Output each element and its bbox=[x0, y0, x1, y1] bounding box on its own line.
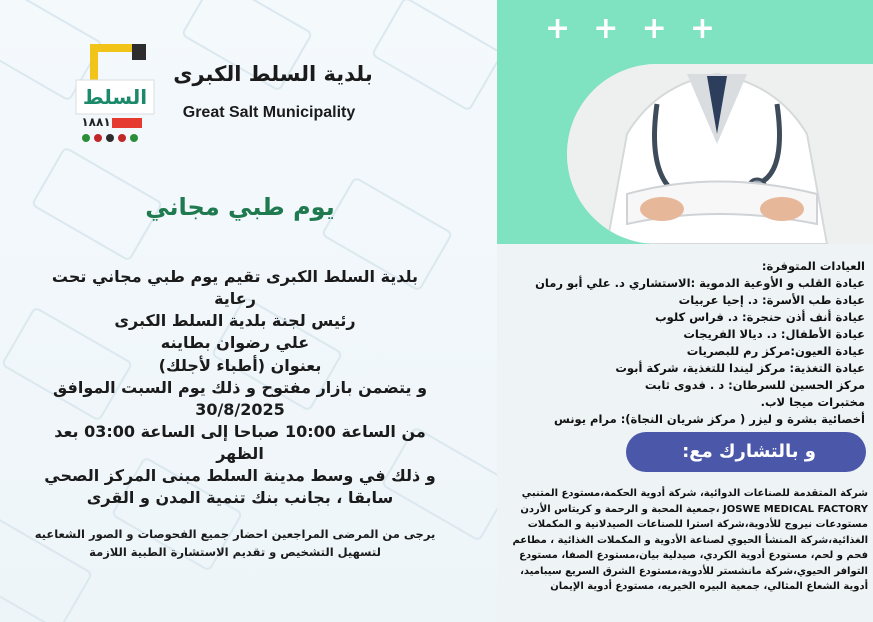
clinic-item: أخصائية بشرة و ليزر ( مركز شريان النجاة): مرام يونس bbox=[553, 412, 865, 426]
plus-icon: + bbox=[593, 11, 619, 46]
clinic-item: عيادة طب الأسرة: د. إحيا عربيات bbox=[678, 293, 865, 307]
svg-text:١٨٨١: ١٨٨١ bbox=[81, 115, 111, 129]
event-details bbox=[40, 355, 440, 509]
partners-line: مستودعات نيروج للأدوية،شركة استرا للصناعات الصيدلانية و المكملات bbox=[527, 519, 868, 530]
details-line: 30/8/2025 bbox=[195, 400, 285, 419]
doctor-photo bbox=[567, 64, 873, 244]
partners-list bbox=[505, 486, 868, 595]
clinic-item: عيادة العيون:مركز رم للبصريات bbox=[686, 344, 865, 358]
clinics-list bbox=[505, 258, 865, 428]
intro-line: بلدية السلط الكبرى تقيم يوم طبي مجاني تحت رعاية bbox=[51, 267, 419, 308]
doctor-illustration-icon bbox=[567, 64, 873, 244]
clinic-item: العيادات المتوفرة: bbox=[761, 259, 865, 273]
partners-heading-badge: و بالتشارك مع: bbox=[626, 432, 866, 472]
details-line: من الساعة 10:00 صباحا إلى الساعة 03:00 بعد الظهر bbox=[54, 422, 426, 463]
salt-logo-icon bbox=[72, 38, 158, 150]
clinic-item: عيادة الأطفال: د. ديالا الفريجات bbox=[683, 327, 865, 341]
clinic-item: عيادة أنف أذن حنجرة: د. فراس كلوب bbox=[655, 310, 865, 324]
partners-line: أدوية الشعاع المثالي، جمعية البيره الخيريه، مستودع أدوية الإيمان bbox=[550, 581, 868, 592]
partners-line: الغذائية،شركة المنشأ الحيوي لصناعة الأدوية و المكملات الغذائية ، مطاعم bbox=[512, 534, 868, 546]
partners-line: شركة المتقدمة للصناعات الدوائية، شركة أدوية الحكمة،مستودع المتنبي bbox=[521, 488, 868, 499]
partners-line: JOSWE MEDICAL FACTORY ،جمعية المحبة و الرحمة و كريتاس الأردن bbox=[520, 503, 868, 515]
plus-decoration bbox=[545, 12, 715, 46]
details-line: بعنوان (أطباء لأجلك) bbox=[158, 356, 322, 375]
clinic-item: مركز الحسين للسرطان: د . فدوى ثابت bbox=[644, 378, 865, 392]
plus-icon: + bbox=[641, 11, 667, 46]
clinic-item: عيادة التغذية: مركز ليندا للتغذية، شركة أبوت bbox=[615, 361, 865, 375]
details-line: و يتضمن بازار مفتوح و ذلك يوم السبت الموافق bbox=[52, 378, 428, 397]
partners-line: التوافر الحيوي،شركة مانشستر للأدوية،مستودع الشرق السريع سيباميد، bbox=[520, 565, 868, 577]
event-title: يوم طبي مجاني bbox=[145, 193, 335, 221]
intro-line: علي رضوان بطاينه bbox=[160, 333, 310, 352]
municipality-logo bbox=[72, 38, 158, 150]
patient-note bbox=[30, 525, 440, 561]
municipality-title-english: Great Salt Municipality bbox=[182, 104, 356, 121]
note-line: لتسهيل التشخيص و تقديم الاستشارة الطبية اللازمة bbox=[89, 545, 381, 559]
plus-icon: + bbox=[689, 11, 715, 46]
hex-pattern bbox=[371, 0, 497, 112]
plus-icon: + bbox=[545, 11, 571, 46]
intro-line: رئيس لجنة بلدية السلط الكبرى bbox=[114, 311, 356, 330]
partners-line: فحم و لحم، مستودع أدوية الكردي، صيدلية بيان،مستودع الصفا، مستودع bbox=[519, 550, 868, 561]
municipality-title-arabic: بلدية السلط الكبرى bbox=[173, 62, 373, 86]
svg-text:السلط: السلط bbox=[82, 85, 148, 109]
clinic-item: عيادة القلب و الأوعية الدموية :الاستشاري د. علي أبو رمان bbox=[535, 276, 865, 290]
clinic-item: مختبرات ميجا لاب. bbox=[760, 395, 865, 409]
note-line: يرجى من المرضى المراجعين احضار جميع الفحوصات و الصور الشعاعيه bbox=[34, 527, 436, 541]
details-line: سابقا ، بجانب بنك تنمية المدن و القرى bbox=[86, 488, 394, 507]
event-intro bbox=[30, 266, 440, 354]
details-line: و ذلك في وسط مدينة السلط مبنى المركز الصحي bbox=[44, 466, 436, 485]
